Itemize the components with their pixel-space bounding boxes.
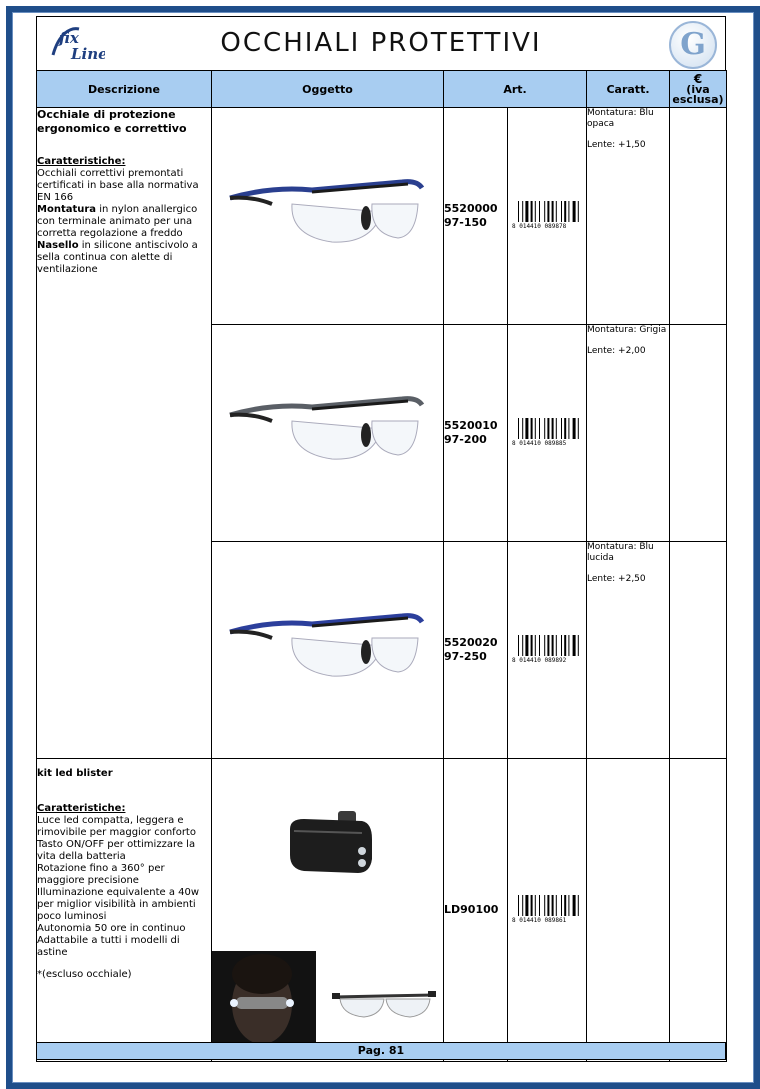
glasses-part [361,206,371,230]
glasses-image-cell [212,325,444,542]
section1-features-label: Caratteristiche: [37,156,126,167]
price-cell [670,759,727,1062]
barcode-bar [578,201,579,222]
led-image-cell [212,759,444,1062]
barcode-number: 8 014410 089892 [512,657,567,663]
barcode-bar [518,201,519,222]
nasello-text: in silicone antiscivolo a sella continua con alette di ventilazione [37,240,198,275]
section1-montatura [37,204,211,240]
euro-symbol: € [693,71,703,86]
col-header-desc: Descrizione [37,71,212,108]
barcode-bar [525,418,528,439]
barcode-bar [531,895,533,916]
g-badge-logo: G [669,21,717,69]
glasses-part [361,640,371,664]
col-header-euro [670,71,727,108]
svg-text:Line: Line [71,45,105,63]
barcode-bar [522,418,523,439]
glasses-part [372,421,418,455]
barcode-bar [522,895,523,916]
barcode-bar [573,201,576,222]
code-cell [444,325,508,542]
barcode-bar [578,635,579,656]
barcode-bar [518,418,519,439]
barcode-bar [535,895,536,916]
lens-text: Lente: +1,50 [587,140,646,150]
barcode-bar [568,635,569,656]
barcode-bar [535,635,536,656]
section1-line1: Occhiali correttivi premontati certificati in base alla normativa EN 166 [37,168,199,203]
barcode-bar [544,201,545,222]
glasses-part [372,204,418,238]
glasses-with-led-icon [332,991,436,1017]
barcode-bar [561,418,562,439]
feature-line: Rotazione fino a 360° per maggiore precisione [37,863,165,886]
glasses-part [230,415,272,421]
section2-note: *(escluso occhiale) [37,969,132,980]
item-code: 5520020 [444,636,498,649]
barcode-icon [512,416,584,446]
barcode-bar [578,895,579,916]
barcode-bar [547,201,549,222]
barcode-bar [531,418,533,439]
barcode-bar [539,895,540,916]
glasses-part [372,638,418,672]
col-header-carat: Caratt. [587,71,670,108]
barcode-cell [508,542,587,759]
nasello-label: Nasello [37,240,79,251]
barcode-bar [564,635,566,656]
barcode-icon [512,633,584,663]
barcode-bar [522,201,523,222]
code-cell [444,108,508,325]
frame-text: Montatura: Blu lucida [587,542,654,563]
feature-line: Autonomia 50 ore in continuo [37,923,186,934]
frame-text: Montatura: Blu opaca [587,108,654,129]
barcode-bar [547,895,549,916]
barcode-bar [525,201,528,222]
barcode-bar [518,895,519,916]
glasses-blue-glossy-image [212,542,444,754]
barcode-bar [539,201,540,222]
glasses-part [361,423,371,447]
item-variant: 97-200 [444,433,487,446]
glasses-blue-opaque-image [212,108,444,320]
barcode-bar [568,201,569,222]
barcode-bar [573,895,576,916]
led-light-icon [290,811,372,873]
carat-cell [587,325,670,542]
section1-nasello [37,240,211,276]
barcode-bar [547,635,549,656]
barcode-bar [556,418,557,439]
montatura-text: in nylon anallergico con terminale animato per una corretta regolazione a freddo [37,204,198,239]
barcode-bar [561,635,562,656]
barcode-bar [522,635,523,656]
barcode-number: 8 014410 089861 [512,917,567,923]
table-header-row [37,71,727,108]
code-cell [444,542,508,759]
led-kit-image [212,759,444,1057]
desc-cell-led [37,759,212,1062]
barcode-bar [573,635,576,656]
barcode-bar [518,635,519,656]
product-table [36,70,727,1062]
table-row [37,108,727,325]
lens-text: Lente: +2,00 [587,346,646,356]
barcode-bar [564,895,566,916]
desc-cell-glasses [37,108,212,759]
col-header-art: Art. [444,71,587,108]
carat-cell [587,759,670,1062]
svg-text:fix: fix [59,29,79,47]
barcode-bar [547,418,549,439]
barcode-bar [535,201,536,222]
barcode-bar [525,895,528,916]
glasses-part [230,198,272,204]
barcode-icon [512,199,584,229]
glasses-part [230,632,272,638]
section2-features-label: Caratteristiche: [37,803,126,814]
price-cell [670,325,727,542]
barcode-number: 8 014410 089878 [512,223,567,229]
item-code: 5520000 [444,202,498,215]
euro-note: (iva esclusa) [672,82,724,106]
barcode-bar [556,895,557,916]
barcode-bar [561,201,562,222]
montatura-label: Montatura [37,204,97,215]
page-footer: Pag. 81 [36,1042,726,1060]
feature-line: Tasto ON/OFF per ottimizzare la vita della batteria [37,839,196,862]
barcode-cell [508,108,587,325]
table-row [37,759,727,1062]
carat-cell [587,542,670,759]
col-header-object: Oggetto [212,71,444,108]
barcode-cell [508,325,587,542]
item-variant: 97-250 [444,650,487,663]
barcode-bar [568,418,569,439]
glasses-image-cell [212,542,444,759]
barcode-bar [544,895,545,916]
barcode-bar [564,201,566,222]
barcode-bar [556,635,557,656]
item-code: LD90100 [444,903,499,916]
barcode-bar [578,418,579,439]
barcode-bar [552,895,554,916]
code-cell [444,759,508,1062]
price-cell [670,108,727,325]
barcode-bar [544,418,545,439]
page-title: OCCHIALI PROTETTIVI [220,28,542,58]
barcode-number: 8 014410 089885 [512,440,567,446]
lens-text: Lente: +2,50 [587,574,646,584]
item-variant: 97-150 [444,216,487,229]
barcode-bar [552,418,554,439]
carat-cell [587,108,670,325]
barcode-bar [535,418,536,439]
feature-line: Illuminazione equivalente a 40w per miglior visibilità in ambienti poco luminosi [37,887,200,922]
section2-title: kit led blister [37,768,113,779]
barcode-bar [539,635,540,656]
glasses-grey-image [212,325,444,537]
barcode-icon [512,893,584,923]
barcode-bar [564,418,566,439]
feature-line: Luce led compatta, leggera e rimovibile per maggior conforto [37,815,196,838]
barcode-bar [568,895,569,916]
barcode-bar [573,418,576,439]
frame-text: Montatura: Grigia [587,325,667,335]
barcode-bar [531,635,533,656]
section1-title: Occhiale di protezione ergonomico e correttivo [37,108,187,135]
barcode-bar [556,201,557,222]
barcode-bar [525,635,528,656]
barcode-cell [508,759,587,1062]
glasses-image-cell [212,108,444,325]
price-cell [670,542,727,759]
title-bar [36,16,726,72]
barcode-bar [531,201,533,222]
barcode-bar [552,635,554,656]
barcode-bar [561,895,562,916]
barcode-bar [552,201,554,222]
item-code: 5520010 [444,419,498,432]
barcode-bar [539,418,540,439]
feature-line: Adattabile a tutti i modelli di astine [37,935,180,958]
barcode-bar [544,635,545,656]
